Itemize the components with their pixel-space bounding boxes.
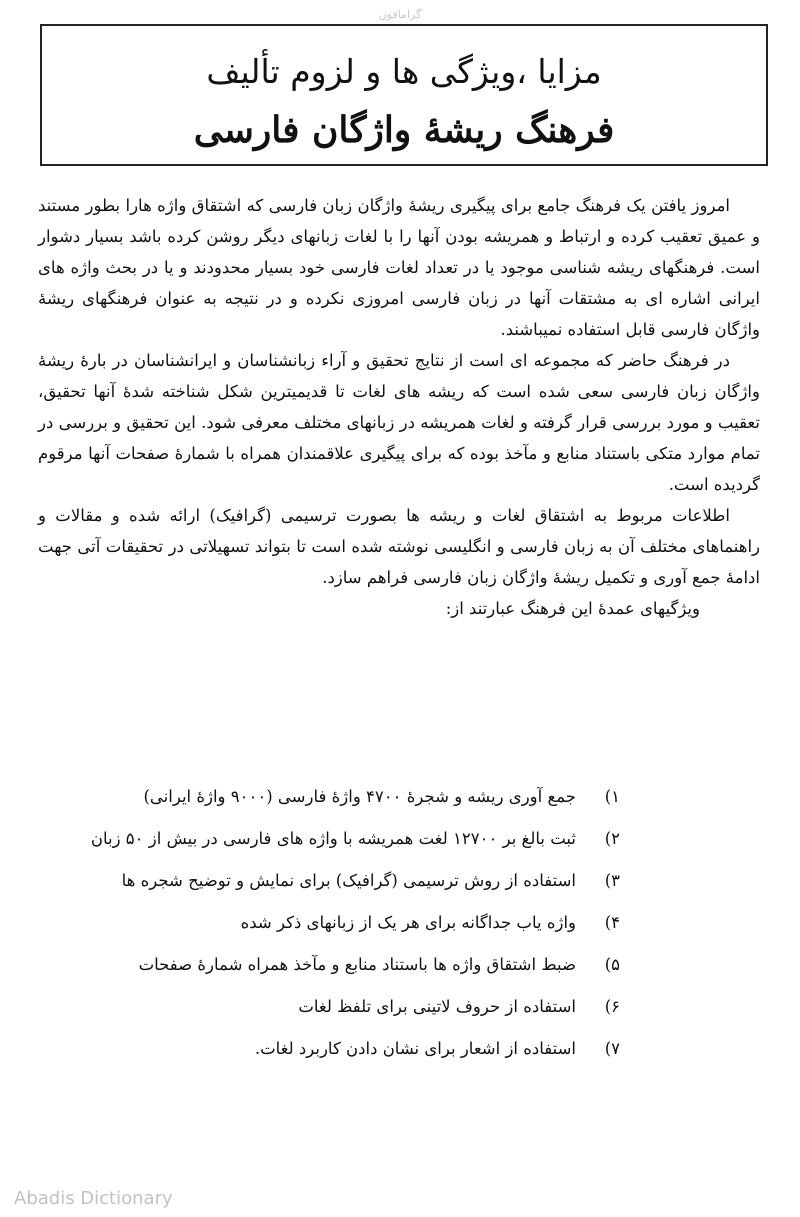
list-item-number: ۵): [604, 955, 620, 974]
page-title-line2: فرهنگ ریشهٔ واژگان فارسی: [193, 109, 615, 151]
list-item-text: ضبط اشتقاق واژه ها باستناد منابع و مآخذ همراه شمارهٔ صفحات: [138, 955, 576, 974]
list-item-text: استفاده از حروف لاتینی برای تلفظ لغات: [298, 997, 576, 1016]
list-item-number: ۱): [604, 787, 620, 806]
list-item: [60, 1034, 620, 1076]
list-item-text: استفاده از روش ترسیمی (گرافیک) برای نمایش و توضیح شجره ها: [121, 871, 576, 890]
paragraph-3: اطلاعات مربوط به اشتقاق لغات و ریشه ها بصورت ترسیمی (گرافیک) ارائه شده و مقالات و راهنماهای مختلف آن به زبان فارسی و انگلیسی نوشته شده است تا بتواند تسهیلاتی در تحقیقات آتی جهت ادامهٔ جمع آوری و تکمیل ریشهٔ واژگان زبان فارسی فراهم سازد.: [38, 506, 760, 587]
list-item-text: جمع آوری ریشه و شجرهٔ ۴۷۰۰ واژهٔ فارسی (۹۰۰۰ واژهٔ ایرانی): [143, 787, 576, 806]
list-item: [60, 782, 620, 824]
body-text: [38, 190, 760, 624]
title-box: [40, 24, 768, 166]
list-item: [60, 866, 620, 908]
list-item-number: ۳): [604, 871, 620, 890]
list-item: [60, 824, 620, 866]
list-item-number: ۷): [604, 1039, 620, 1058]
list-item-text: استفاده از اشعار برای نشان دادن کاربرد لغات.: [254, 1039, 576, 1058]
features-list: [60, 782, 620, 1076]
list-item-number: ۶): [604, 997, 620, 1016]
paragraph-2: در فرهنگ حاضر که مجموعه ای است از نتایج تحقیق و آراء زبانشناسان و ایرانشناسان در بارهٔ ریشهٔ واژگان زبان فارسی سعی شده است که ریشه های لغات تا قدیمیترین شکل شناخته شدهٔ آنها تحقیق، تعقیب و مورد بررسی قرار گرفته و لغات همریشه در زبانهای مختلف معرفی شود. این تحقیق و بررسی در تمام موارد متکی باستناد منابع و مآخذ بوده که برای پیگیری علاقمندان همراه با شمارهٔ صفحات آنها مرقوم گردیده است.: [38, 351, 760, 494]
page-title-line1: مزایا ،ویژگی ها و لزوم تألیف: [206, 52, 602, 91]
list-item: [60, 950, 620, 992]
list-item: [60, 992, 620, 1034]
watermark-text: گرامافون: [378, 8, 422, 21]
list-item-number: ۴): [604, 913, 620, 932]
list-item-text: ثبت بالغ بر ۱۲۷۰۰ لغت همریشه با واژه های فارسی در بیش از ۵۰ زبان: [90, 829, 576, 848]
list-item: [60, 908, 620, 950]
list-item-text: واژه یاب جداگانه برای هر یک از زبانهای ذکر شده: [240, 913, 576, 932]
list-item-number: ۲): [604, 829, 620, 848]
features-intro: ویژگیهای عمدهٔ این فرهنگ عبارتند از:: [445, 599, 700, 618]
paragraph-1: امروز یافتن یک فرهنگ جامع برای پیگیری ریشهٔ واژگان زبان فارسی که اشتقاق واژه هارا بطور مستند و عمیق تعقیب کرده و ارتباط و همریشه بودن آنها را با لغات زبانهای دیگر روشن کرده باشد بسیار دشوار است. فرهنگهای ریشه شناسی موجود یا در تعداد لغات فارسی خود بسیار محدودند و یا در بحث واژه های ایرانی اشاره ای به مشتقات آنها در زبان فارسی امروزی نکرده و در نتیجه به عنوان فرهنگهای ریشهٔ واژگان فارسی قابل استفاده نمیباشند.: [38, 196, 760, 339]
footer-brand: Abadis Dictionary: [14, 1188, 173, 1209]
